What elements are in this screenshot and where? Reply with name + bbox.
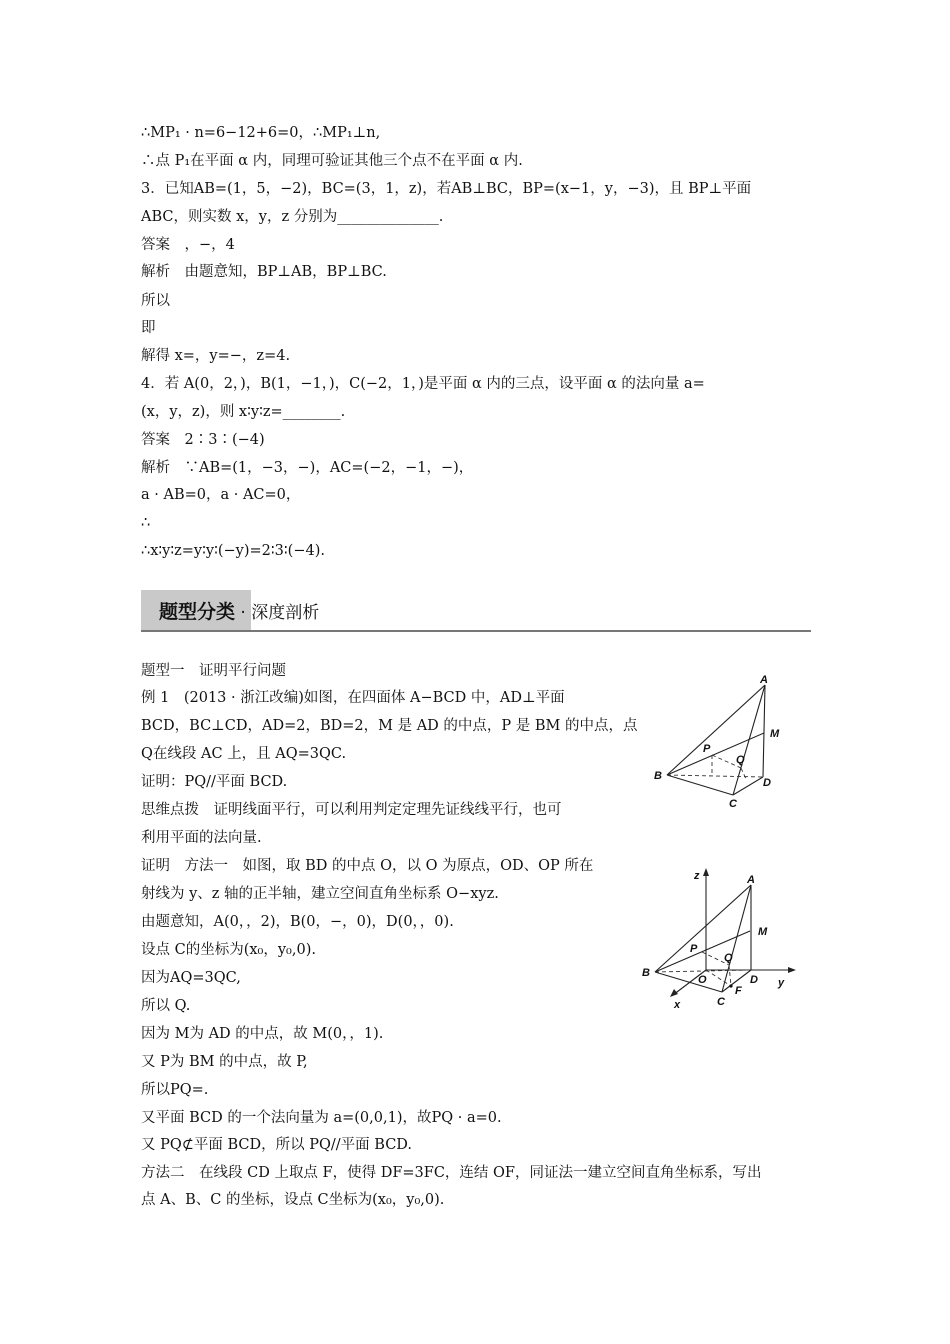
problem-4: 4．若 A(0，2，)，B(1，−1，)，C(−2，1，)是平面 α 内的三点，设平面 α 的法向量 a= <box>141 376 705 392</box>
axis-z-arrow-icon <box>703 868 709 876</box>
text-line: 又平面 BCD 的一个法向量为 a=(0,0,1)，故PQ · a=0. <box>141 1110 502 1126</box>
answer-3: 答案 ，−，4 <box>141 237 235 253</box>
text-line: 又 P为 BM 的中点，故 P, <box>141 1054 308 1070</box>
text-line: ∴ <box>141 515 151 531</box>
example-1: 例 1 (2013 · 浙江改编)如图，在四面体 A−BCD 中，AD⊥平面 <box>141 690 565 706</box>
label-c: C <box>729 798 737 810</box>
edge-ad <box>763 685 765 777</box>
text-line: BCD，BC⊥CD，AD=2，BD=2，M 是 AD 的中点，P 是 BM 的中点，点 <box>141 718 638 734</box>
edge-ac <box>722 885 751 992</box>
proof-method-1: 证明 方法一 如图，取 BD 的中点 O，以 O 为原点，OD、OP 所在 <box>141 858 594 874</box>
problem-3: 3．已知AB=(1，5，−2)，BC=(3，1，z)，若AB⊥BC，BP=(x−1，y，−3)，且 BP⊥平面 <box>141 181 752 197</box>
text-line: ∴x∶y∶z=y∶y∶(−y)=2∶3∶(−4). <box>141 543 325 559</box>
text-line: ∴点 P₁在平面 α 内，同理可验证其他三个点不在平面 α 内. <box>141 153 523 169</box>
label-x: x <box>674 999 681 1011</box>
axis-y-arrow-icon <box>788 967 796 973</box>
text-line: 所以 Q. <box>141 998 191 1014</box>
point-f <box>729 984 732 987</box>
section-title-main: 题型分类 <box>159 601 236 623</box>
label-a: A <box>760 675 768 686</box>
section-title <box>159 597 319 624</box>
text-line: 利用平面的法向量. <box>141 830 262 846</box>
text-line: Q在线段 AC 上，且 AQ=3QC. <box>141 746 347 762</box>
label-d: D <box>750 974 758 986</box>
label-q: Q <box>736 754 745 766</box>
tetrahedron-figure <box>650 675 800 815</box>
edge-ab <box>655 885 751 972</box>
edge-bc <box>655 972 722 992</box>
section-title-dot: · <box>235 603 252 623</box>
text-line: 由题意知，A(0，，2)，B(0，−，0)，D(0，，0). <box>141 914 454 930</box>
text-line: 又 PQ⊄平面 BCD，所以 PQ//平面 BCD. <box>141 1137 413 1153</box>
label-p: P <box>690 943 698 955</box>
text-line: (x，y，z)，则 x∶y∶z=________. <box>141 404 346 420</box>
text-line: 因为AQ=3QC, <box>141 970 241 986</box>
segment-bm <box>655 931 750 972</box>
topic-heading: 题型一 证明平行问题 <box>141 663 286 679</box>
text-line: 即 <box>141 320 156 336</box>
label-p: P <box>703 743 711 755</box>
text-line: 设点 C的坐标为(x₀，y₀,0). <box>141 942 316 958</box>
segment-q-f <box>729 965 731 986</box>
axis-x-arrow-icon <box>670 989 678 997</box>
label-b: B <box>654 770 662 782</box>
thinking-hint: 思维点拨 证明线面平行，可以利用判定定理先证线线平行，也可 <box>141 802 562 818</box>
segment-bm <box>667 733 764 775</box>
label-z: z <box>694 870 700 882</box>
label-y: y <box>778 977 785 989</box>
label-b: B <box>642 967 650 979</box>
text-line: 所以PQ=. <box>141 1082 209 1098</box>
label-q: Q <box>724 952 733 964</box>
text-line: 解得 x=，y=−，z=4. <box>141 348 291 364</box>
text-line: 因为 M为 AD 的中点，故 M(0，，1). <box>141 1026 384 1042</box>
segment-q-down <box>741 768 746 779</box>
text-line: 所以 <box>141 293 170 309</box>
proof-method-2: 方法二 在线段 CD 上取点 F，使得 DF=3FC，连结 OF，同证法一建立空间直角坐标系，写出 <box>141 1165 762 1181</box>
text-line: ABC，则实数 x，y，z 分别为______________. <box>141 209 444 225</box>
label-o: O <box>698 974 707 986</box>
section-header <box>141 590 811 632</box>
coordinate-tetrahedron-figure <box>638 865 803 1015</box>
text-line: 证明：PQ//平面 BCD. <box>141 774 288 790</box>
text-line: a · AB=0，a · AC=0， <box>141 487 301 503</box>
analysis-3: 解析 由题意知，BP⊥AB，BP⊥BC. <box>141 264 387 280</box>
label-d: D <box>763 777 771 789</box>
text-line: 点 A、B、C 的坐标，设点 C坐标为(x₀，y₀,0). <box>141 1192 445 1208</box>
edge-bc <box>667 775 733 795</box>
edge-ab <box>667 685 765 775</box>
analysis-4: 解析 ∵AB=(1，−3，−)，AC=(−2，−1，−)， <box>141 460 474 476</box>
label-m: M <box>758 926 768 938</box>
text-line: ∴MP₁ · n=6−12+6=0，∴MP₁⊥n, <box>141 125 381 141</box>
label-c: C <box>717 996 725 1008</box>
label-m: M <box>770 728 780 740</box>
section-rule <box>141 630 811 632</box>
label-f: F <box>735 985 742 997</box>
label-a: A <box>747 874 755 886</box>
section-subtitle: 深度剖析 <box>251 603 320 623</box>
answer-4: 答案 2∶3∶(−4) <box>141 432 265 448</box>
edge-bd <box>667 775 763 777</box>
text-line: 射线为 y、z 轴的正半轴，建立空间直角坐标系 O−xyz. <box>141 886 499 902</box>
